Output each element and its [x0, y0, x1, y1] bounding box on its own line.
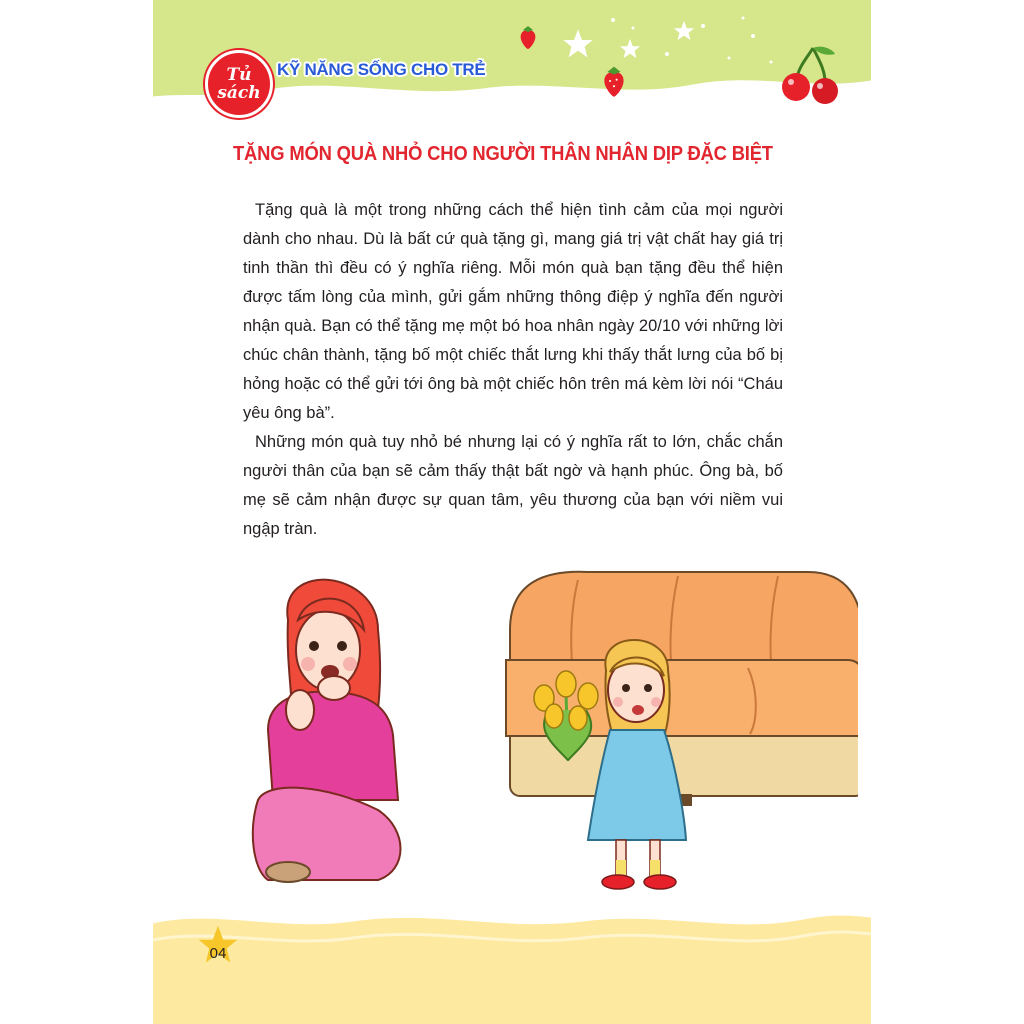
- footer-band: [153, 900, 871, 1024]
- series-badge: [205, 50, 273, 118]
- book-page: [153, 0, 871, 1024]
- strawberry-icon: [517, 24, 539, 50]
- paragraph: Tặng quà là một trong những cách thể hiện tình cảm của mọi người dành cho nhau. Dù là bất cứ quà tặng gì, mang giá trị vật chất hay giá trị tinh thần thì đều có ý nghĩa riêng. Mỗi món quà bạn tặng đều thể hiện được tấm lòng của mình, gửi gắm những thông điệp ý nghĩa đến người nhận quà. Bạn có thể tặng mẹ một bó hoa nhân ngày 20/10 với những lời chúc chân thành, tặng bố một chiếc thắt lưng khi thấy thắt lưng của bố bị hỏng hoặc có thể gửi tới ông bà một chiếc hôn trên má kèm lời nói “Cháu yêu ông bà”.: [243, 201, 783, 422]
- star-icon: [561, 28, 595, 60]
- page-title: TẶNG MÓN QUÀ NHỎ CHO NGƯỜI THÂN NHÂN DỊP ĐẶC BIỆT: [233, 143, 773, 165]
- series-badge-line2: sách: [217, 83, 261, 103]
- page-number: 04: [209, 944, 227, 962]
- paragraph: Những món quà tuy nhỏ bé nhưng lại có ý nghĩa rất to lớn, chắc chắn người thân của bạn sẽ cảm thấy thật bất ngờ và hạnh phúc. Ông bà, bố mẹ sẽ cảm nhận được sự quan tâm, yêu thương của bạn với niềm vui ngập tràn.: [243, 433, 783, 538]
- illustration: [248, 560, 858, 900]
- sparkle-dots: [603, 14, 783, 74]
- series-title: KỸ NĂNG SỐNG CHO TRẺ: [277, 60, 486, 79]
- series-badge-line1: Tủ: [226, 65, 252, 85]
- cherry-icon: [779, 44, 845, 106]
- article-body: [243, 196, 783, 544]
- mother-illustration: [253, 580, 401, 882]
